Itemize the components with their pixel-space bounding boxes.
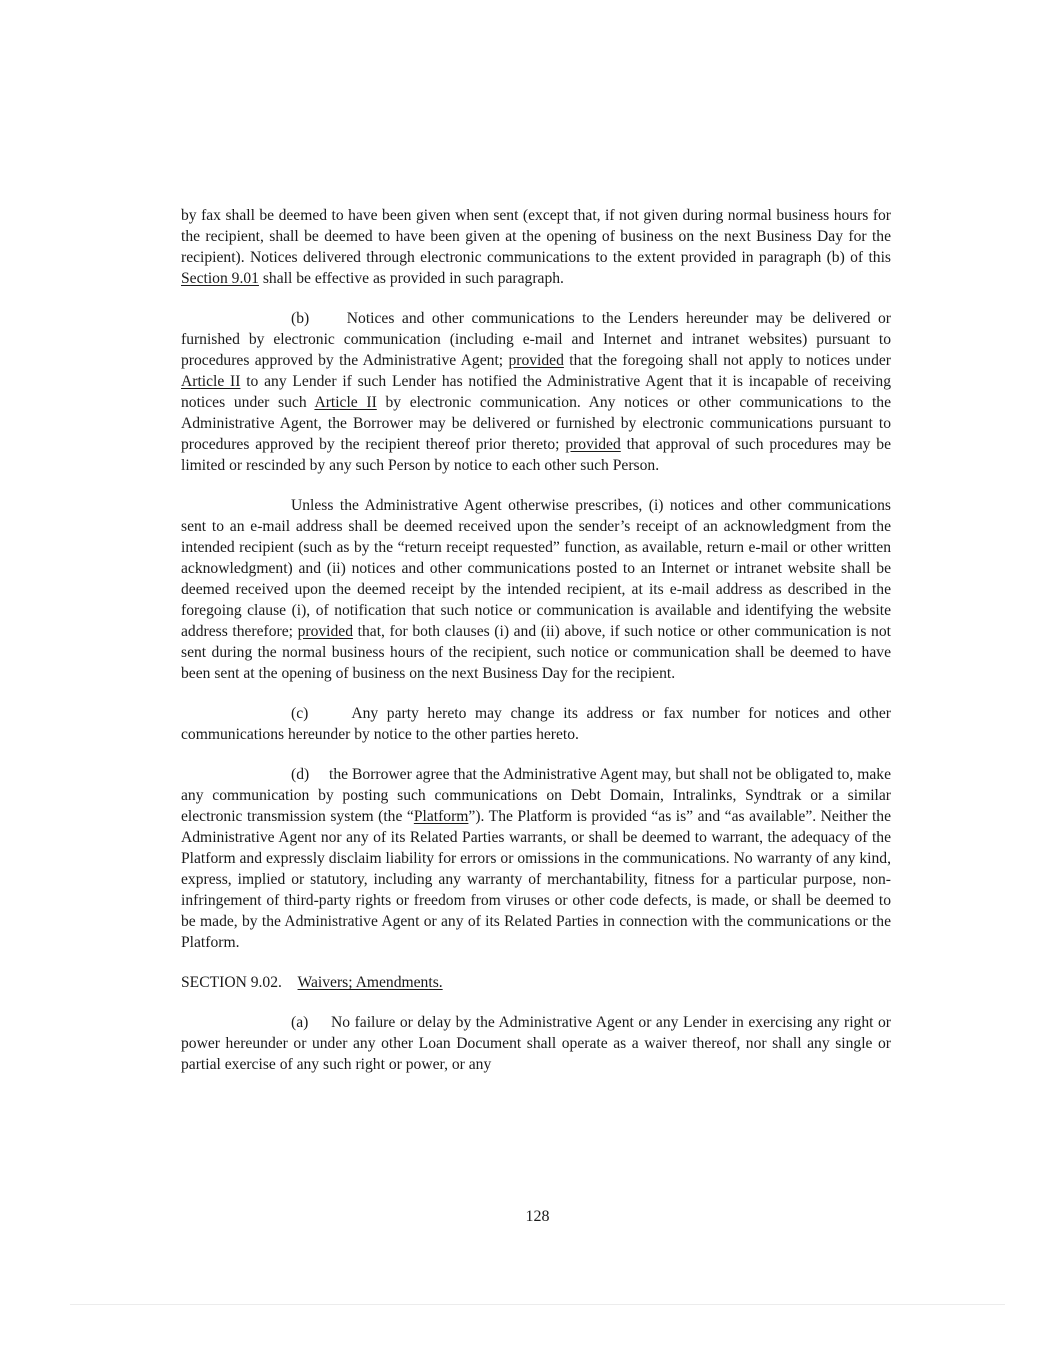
article-reference: Article II <box>181 373 241 390</box>
section-title: Waivers; Amendments. <box>297 974 443 991</box>
paragraph-a-no-waiver: (a) No failure or delay by the Administrative Agent or any Lender in exercising any right or power hereunder or under any other Loan Document shall operate as a waiver thereof, nor shall any single or partial exercise of any such right or power, or any <box>181 1014 891 1073</box>
article-reference: Article II <box>314 394 377 411</box>
page-number: 128 <box>525 1208 550 1225</box>
paragraph-notices-by-fax: by fax shall be deemed to have been given when sent (except that, if not given during normal business hours for the recipient, shall be deemed to have been given at the opening of business on the next Business Day for the recipient). Notices delivered through electronic communications to the extent provided in paragraph (b) of this Section 9.01 shall be effective as provided in such paragraph. <box>181 207 891 287</box>
paragraph-d-platform: (d) the Borrower agree that the Administrative Agent may, but shall not be obligated to, make any communication by posting such communications on Debt Domain, Intralinks, Syndtrak or a similar electronic transmission system (the “Platform”). The Platform is provided “as is” and “as available”. Neither the Administrative Agent nor any of its Related Parties warrants, or shall be deemed to warrant, the adequacy of the Platform and expressly disclaim liability for errors or omissions in the communications. No warranty of any kind, express, implied or statutory, including any warranty of merchantability, fitness for a particular purpose, non-infringement of third-party rights or freedom from viruses or other code defects, is made, or shall be deemed to be made, by the Administrative Agent or any of its Related Parties in connection with the communications or the Platform. <box>181 766 891 951</box>
footer-divider <box>70 1304 1005 1305</box>
section-reference: Section 9.01 <box>181 270 259 287</box>
defined-term-provided: provided <box>297 623 354 640</box>
defined-term-provided: provided <box>565 436 621 453</box>
paragraph-deemed-receipt: Unless the Administrative Agent otherwise prescribes, (i) notices and other communications sent to an e-mail address shall be deemed received upon the sender’s receipt of an acknowledgment from the intended recipient (such as by the “return receipt requested” function, as available, return e-mail or other written acknowledgment) and (ii) notices and other communications posted to an Internet or intranet website shall be deemed received upon the deemed receipt by the intended recipient, at its e-mail address as described in the foregoing clause (i), of notification that such notice or communication is available and identifying the website address therefore; provided that, for both clauses (i) and (ii) above, if such notice or other communication is not sent during the normal business hours of the recipient, such notice or communication shall be deemed to have been sent at the opening of business on the next Business Day for the recipient. <box>181 497 891 682</box>
paragraph-c-change-address: (c) Any party hereto may change its address or fax number for notices and other communications hereunder by notice to the other parties hereto. <box>181 705 891 743</box>
paragraph-b-electronic-notices: (b) Notices and other communications to the Lenders hereunder may be delivered or furnished by electronic communication (including e-mail and Internet and intranet websites) pursuant to procedures approved by the Administrative Agent; provided that the foregoing shall not apply to notices under Article II to any Lender if such Lender has notified the Administrative Agent that it is incapable of receiving notices under such Article II by electronic communication. Any notices or other communications to the Administrative Agent, the Borrower may be delivered or furnished by electronic communications pursuant to procedures approved by the recipient thereof prior thereto; provided that approval of such procedures may be limited or rescinded by any such Person by notice to each other such Person. <box>181 310 891 474</box>
section-number: SECTION 9.02. <box>181 974 282 991</box>
page-body <box>181 205 891 1094</box>
section-heading <box>181 972 891 993</box>
defined-term-platform: Platform <box>413 808 469 825</box>
defined-term-provided: provided <box>508 352 564 369</box>
